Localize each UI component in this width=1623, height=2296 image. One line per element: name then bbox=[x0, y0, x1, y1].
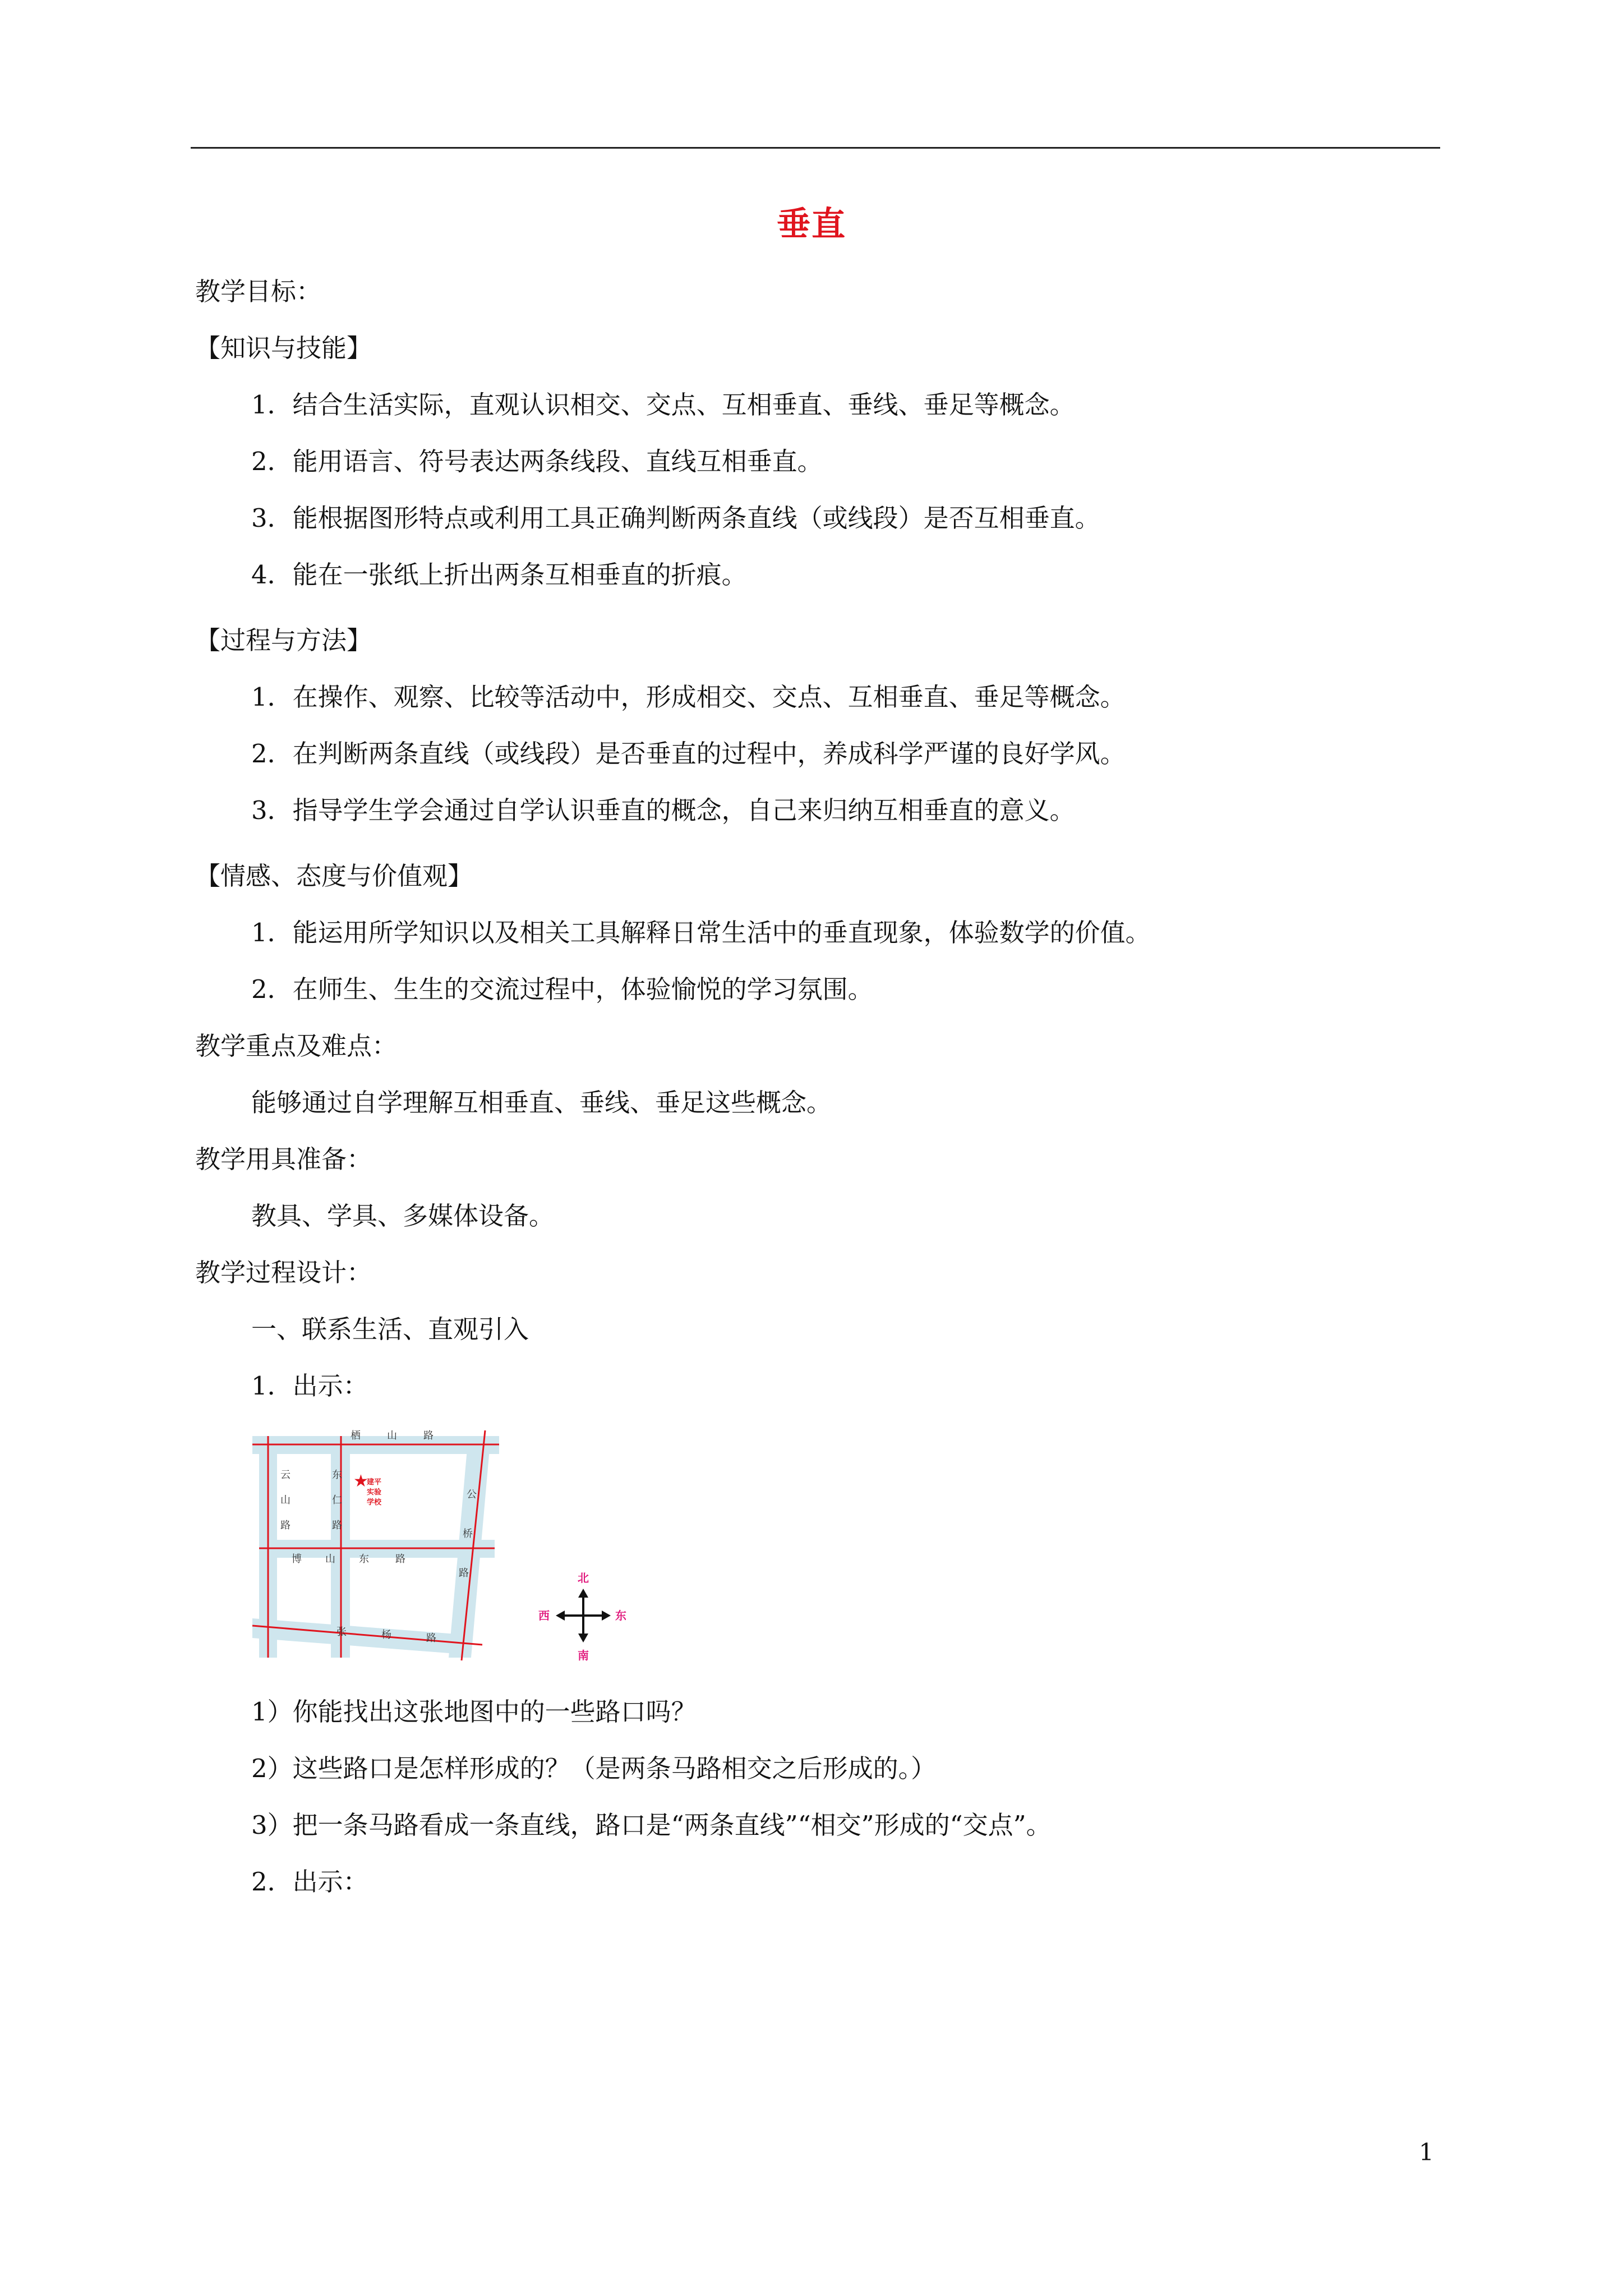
question-3: 3）把一条马路看成一条直线，路口是“两条直线”“相交”形成的“交点”。 bbox=[251, 1810, 1052, 1840]
knowledge-item-4: 4．能在一张纸上折出两条互相垂直的折痕。 bbox=[251, 560, 747, 590]
section-1-title: 一、联系生活、直观引入 bbox=[251, 1314, 529, 1344]
knowledge-item-3: 3．能根据图形特点或利用工具正确判断两条直线（或线段）是否互相垂直。 bbox=[251, 503, 1100, 533]
process-item-2: 2．在判断两条直线（或线段）是否垂直的过程中，养成科学严谨的良好学风。 bbox=[251, 739, 1126, 769]
compass-east: 东 bbox=[615, 1609, 626, 1622]
compass-north: 北 bbox=[578, 1571, 589, 1585]
star-icon: ★ bbox=[353, 1471, 368, 1491]
school-marker bbox=[353, 1471, 382, 1507]
school-label-3: 学校 bbox=[367, 1498, 382, 1507]
question-2: 2）这些路口是怎样形成的？（是两条马路相交之后形成的。） bbox=[251, 1754, 937, 1783]
tools-text: 教具、学具、多媒体设备。 bbox=[251, 1201, 555, 1231]
knowledge-heading: 【知识与技能】 bbox=[195, 333, 372, 363]
road-mid-h-char-4: 路 bbox=[395, 1553, 405, 1565]
emotion-heading: 【情感、态度与价值观】 bbox=[195, 861, 473, 891]
emotion-item-1: 1．能运用所学知识以及相关工具解释日常生活中的垂直现象，体验数学的价值。 bbox=[251, 918, 1151, 947]
compass-cross-icon bbox=[562, 1596, 604, 1635]
knowledge-item-1: 1．结合生活实际，直观认识相交、交点、互相垂直、垂线、垂足等概念。 bbox=[251, 390, 1075, 420]
road-mid-h-char-2: 山 bbox=[325, 1553, 335, 1565]
road-mid-v-char-2: 仁 bbox=[332, 1494, 342, 1506]
page-title: 垂直 bbox=[777, 205, 846, 244]
street-map-figure bbox=[247, 1414, 634, 1672]
road-right-char-2: 桥 bbox=[463, 1528, 473, 1540]
process-item-3: 3．指导学生学会通过自学认识垂直的概念，自己来归纳互相垂直的意义。 bbox=[251, 795, 1075, 825]
arrow-left-icon bbox=[556, 1611, 565, 1621]
process-item-1: 1．在操作、观察、比较等活动中，形成相交、交点、互相垂直、垂足等概念。 bbox=[251, 682, 1126, 712]
key-points-heading: 教学重点及难点： bbox=[195, 1031, 398, 1061]
road-bottom-char-1: 张 bbox=[336, 1626, 347, 1638]
school-label-1: 建平 bbox=[367, 1478, 382, 1487]
road-bottom-char-2: 杨 bbox=[381, 1629, 391, 1641]
question-1: 1）你能找出这张地图中的一些路口吗？ bbox=[251, 1697, 697, 1727]
compass-west: 西 bbox=[538, 1609, 550, 1622]
key-points-text: 能够通过自学理解互相垂直、垂线、垂足这些概念。 bbox=[251, 1088, 832, 1117]
show-2-label: 2．出示： bbox=[251, 1867, 368, 1897]
road-left-char-1: 云 bbox=[280, 1469, 291, 1481]
road-top-char-1: 栖 bbox=[351, 1430, 361, 1442]
school-label-2: 实验 bbox=[367, 1488, 382, 1497]
knowledge-item-2: 2．能用语言、符号表达两条线段、直线互相垂直。 bbox=[251, 447, 823, 476]
road-mid-h-char-1: 博 bbox=[292, 1553, 302, 1565]
compass bbox=[538, 1571, 626, 1662]
compass-south: 南 bbox=[578, 1649, 589, 1662]
goals-heading: 教学目标： bbox=[195, 277, 322, 306]
arrow-down-icon bbox=[578, 1634, 588, 1642]
page-number: 1 bbox=[1419, 2138, 1434, 2166]
road-left-char-3: 路 bbox=[280, 1520, 291, 1531]
arrow-right-icon bbox=[602, 1611, 611, 1621]
show-1-label: 1．出示： bbox=[251, 1371, 368, 1401]
tools-heading: 教学用具准备： bbox=[195, 1144, 372, 1174]
road-mid-v-char-1: 东 bbox=[332, 1469, 342, 1481]
road-mid-v-char-3: 路 bbox=[332, 1520, 342, 1531]
road-top-char-2: 山 bbox=[387, 1430, 397, 1442]
arrow-up-icon bbox=[578, 1589, 588, 1598]
header-rule bbox=[191, 147, 1440, 149]
road-right-char-1: 公 bbox=[467, 1489, 477, 1501]
design-heading: 教学过程设计： bbox=[195, 1258, 372, 1287]
emotion-item-2: 2．在师生、生生的交流过程中，体验愉悦的学习氛围。 bbox=[251, 974, 873, 1004]
road-left-char-2: 山 bbox=[280, 1494, 291, 1506]
process-heading: 【过程与方法】 bbox=[195, 625, 372, 655]
road-top-char-3: 路 bbox=[423, 1430, 434, 1442]
road-mid-h-char-3: 东 bbox=[359, 1553, 369, 1565]
road-bottom-char-3: 路 bbox=[426, 1632, 436, 1644]
road-right-char-3: 路 bbox=[459, 1567, 469, 1579]
